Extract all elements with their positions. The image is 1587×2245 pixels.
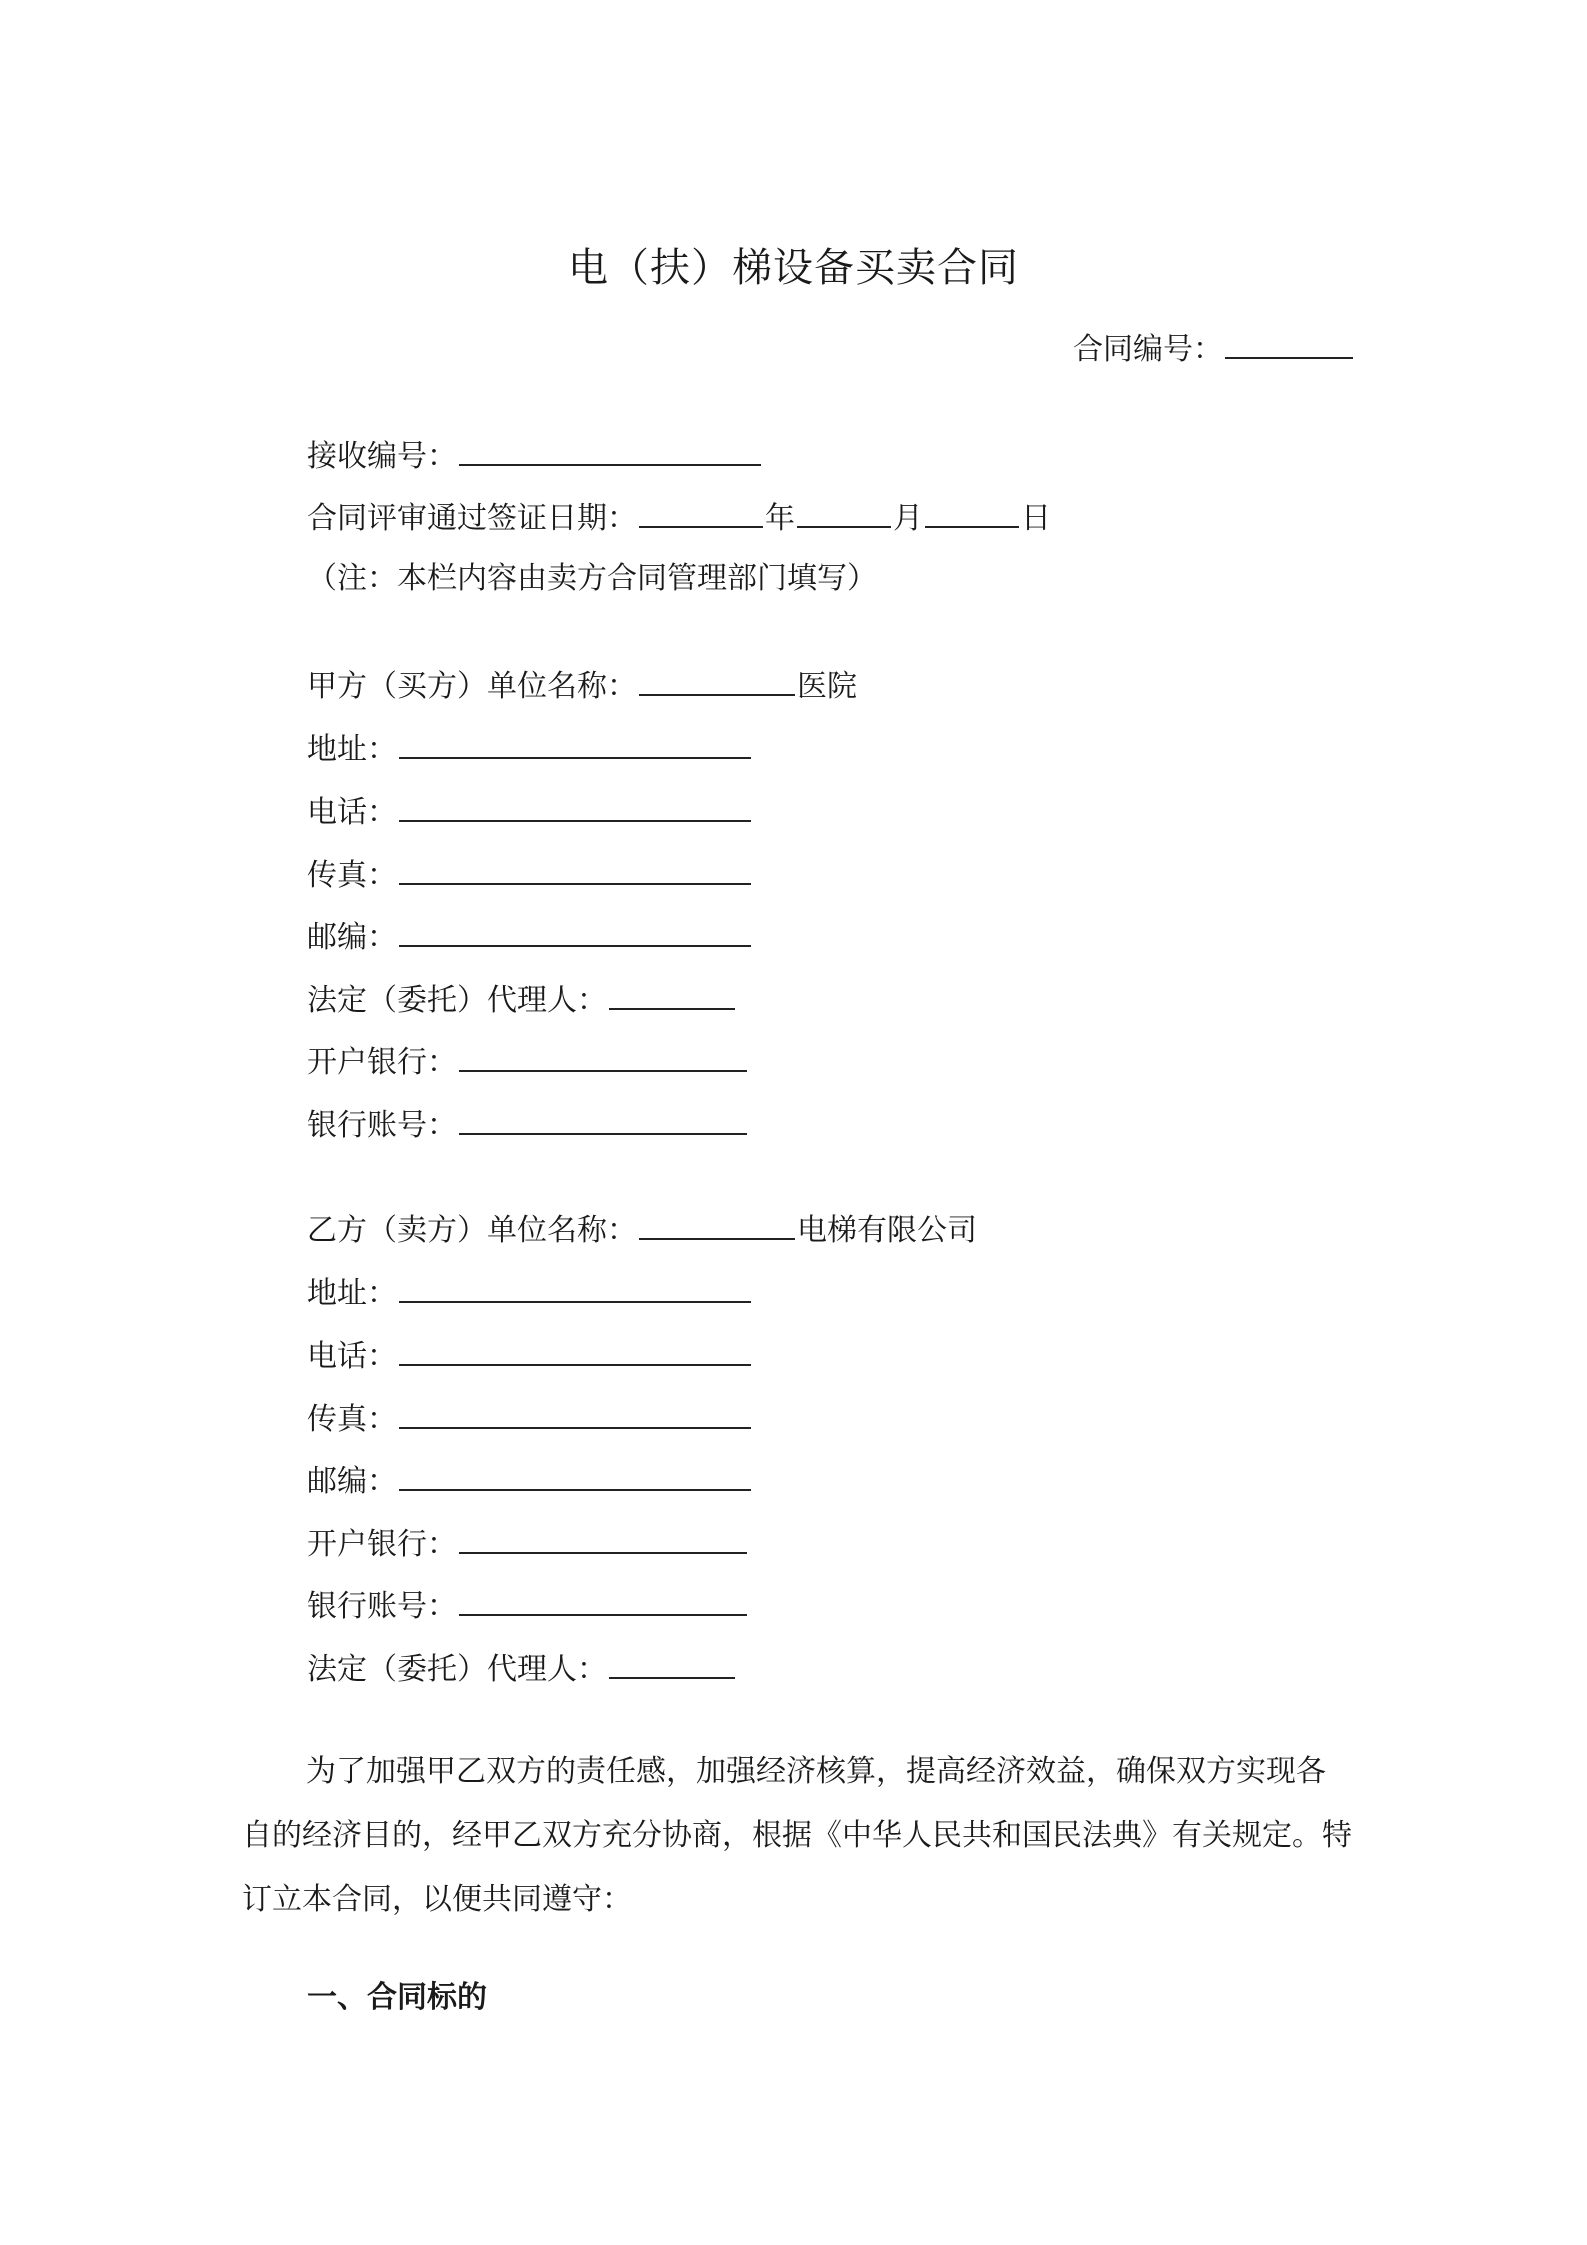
party-a-account-row [307, 1103, 749, 1146]
party-a-account-blank [459, 1103, 747, 1135]
contract-number-label: 合同编号： [1073, 332, 1223, 367]
party-b-agent-blank [609, 1647, 735, 1679]
party-b-account-label: 银行账号： [307, 1589, 457, 1624]
party-a-fax-row [307, 853, 753, 896]
party-b-phone-blank [399, 1334, 751, 1366]
party-b-address-blank [399, 1271, 751, 1303]
party-a-agent-row [307, 978, 737, 1021]
party-a-bank-row [307, 1040, 749, 1083]
party-b-postcode-label: 邮编： [307, 1464, 397, 1499]
contract-number-blank [1225, 327, 1353, 359]
review-date-day-blank [925, 496, 1019, 528]
party-b-agent-label: 法定（委托）代理人： [307, 1652, 607, 1687]
party-a-name-suffix: 医院 [797, 669, 857, 704]
party-b-address-label: 地址： [307, 1276, 397, 1311]
review-date-row [307, 496, 1051, 539]
party-b-name-suffix: 电梯有限公司 [797, 1213, 977, 1248]
contract-number-row [1073, 327, 1355, 370]
party-a-bank-blank [459, 1040, 747, 1072]
receipt-number-row [307, 434, 763, 477]
party-a-name-row [307, 664, 857, 707]
party-a-postcode-row [307, 915, 753, 958]
party-b-phone-row [307, 1334, 753, 1377]
party-a-account-label: 银行账号： [307, 1108, 457, 1143]
party-b-fax-blank [399, 1397, 751, 1429]
party-b-bank-blank [459, 1522, 747, 1554]
section-1-heading: 一、合同标的 [307, 1980, 487, 2015]
review-date-label: 合同评审通过签证日期： [307, 501, 637, 536]
document-title: 电（扶）梯设备买卖合同 [568, 245, 1019, 291]
receipt-number-blank [459, 434, 761, 466]
review-date-year-blank [639, 496, 763, 528]
review-date-month-unit: 月 [893, 501, 923, 536]
party-b-fax-label: 传真： [307, 1402, 397, 1437]
party-a-address-blank [399, 727, 751, 759]
party-b-fax-row [307, 1397, 753, 1440]
party-a-phone-row [307, 790, 753, 833]
party-a-fax-label: 传真： [307, 858, 397, 893]
party-b-account-blank [459, 1584, 747, 1616]
party-a-address-row [307, 727, 753, 770]
receipt-number-label: 接收编号： [307, 439, 457, 474]
party-a-bank-label: 开户银行： [307, 1045, 457, 1080]
party-a-address-label: 地址： [307, 732, 397, 767]
party-a-name-blank [639, 664, 795, 696]
party-b-name-label: 乙方（卖方）单位名称： [307, 1213, 637, 1248]
preamble-paragraph: 为了加强甲乙双方的责任感，加强经济核算，提高经济效益，确保双方实现各自的经济目的，经甲乙双方充分协商，根据《中华人民共和国民法典》有关规定。特订立本合同，以便共同遵守： [242, 1754, 1352, 1917]
party-b-address-row [307, 1271, 753, 1314]
party-a-agent-label: 法定（委托）代理人： [307, 983, 607, 1018]
party-a-phone-blank [399, 790, 751, 822]
party-b-postcode-blank [399, 1459, 751, 1491]
party-a-name-label: 甲方（买方）单位名称： [307, 669, 637, 704]
party-b-name-row [307, 1208, 977, 1251]
party-b-phone-label: 电话： [307, 1339, 397, 1374]
party-b-bank-row [307, 1522, 749, 1565]
party-b-bank-label: 开户银行： [307, 1527, 457, 1562]
party-b-account-row [307, 1584, 749, 1627]
review-date-month-blank [797, 496, 891, 528]
party-b-name-blank [639, 1208, 795, 1240]
review-date-year-unit: 年 [765, 501, 795, 536]
party-a-agent-blank [609, 978, 735, 1010]
party-b-postcode-row [307, 1459, 753, 1502]
party-a-phone-label: 电话： [307, 795, 397, 830]
party-a-postcode-blank [399, 915, 751, 947]
party-a-postcode-label: 邮编： [307, 920, 397, 955]
review-date-day-unit: 日 [1021, 501, 1051, 536]
party-b-agent-row [307, 1647, 737, 1690]
party-a-fax-blank [399, 853, 751, 885]
seller-note: （注：本栏内容由卖方合同管理部门填写） [307, 561, 877, 596]
